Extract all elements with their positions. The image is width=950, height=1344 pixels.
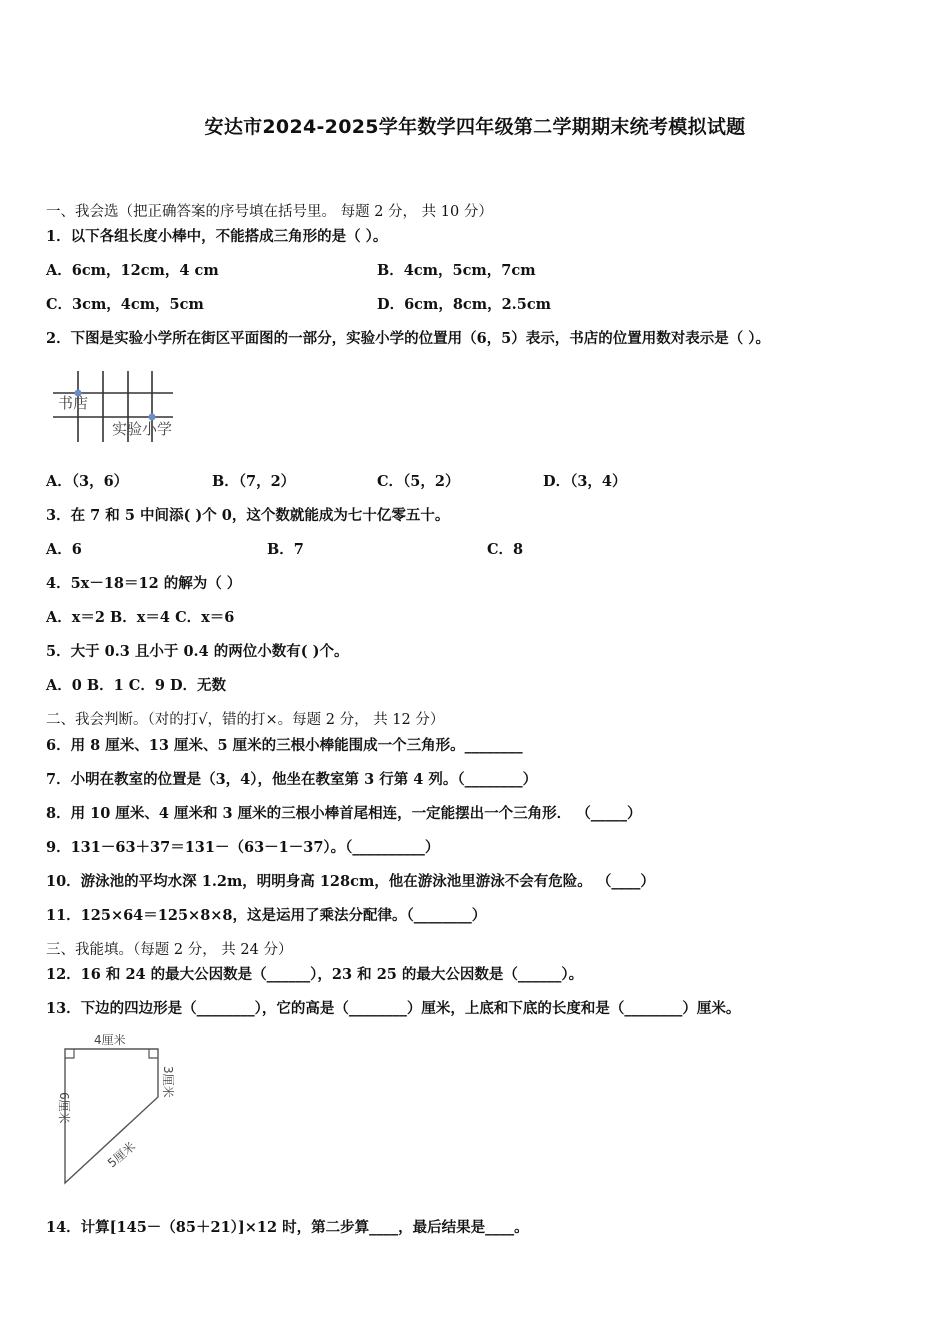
- question-5: 5．大于 0.3 且小于 0.4 的两位小数有( )个。: [46, 643, 349, 660]
- question-6: 6．用 8 厘米、13 厘米、5 厘米的三根小棒能围成一个三角形。________: [46, 737, 523, 754]
- question-3: 3．在 7 和 5 中间添( )个 0，这个数就能成为七十亿零五十。: [46, 507, 450, 524]
- q3-option-b: B．7: [267, 541, 304, 558]
- school-label: 实验小学: [112, 420, 173, 438]
- question-1: 1．以下各组长度小棒中，不能搭成三角形的是（ ）。: [46, 228, 388, 245]
- question-10: 10．游泳池的平均水深 1.2m，明明身高 128cm，他在游泳池里游泳不会有危险。 （____）: [46, 873, 655, 890]
- q2-option-d: D．（3，4）: [543, 473, 627, 490]
- top-length-label: 4厘米: [94, 1033, 126, 1047]
- q5-options: A．0 B．1 C．9 D．无数: [46, 677, 227, 694]
- q1-option-d: D．6cm，8cm，2.5cm: [377, 296, 551, 313]
- q1-option-b: B．4cm，5cm，7cm: [377, 262, 536, 279]
- q3-option-c: C．8: [487, 541, 524, 558]
- section-3-heading: 三、我能填。（每题 2 分， 共 24 分）: [46, 942, 293, 958]
- question-14: 14．计算[145－（85＋21）]×12 时，第二步算____，最后结果是____。: [46, 1219, 529, 1236]
- section-2-heading: 二、我会判断。（对的打√，错的打×。每题 2 分， 共 12 分）: [46, 712, 445, 728]
- question-12: 12．16 和 24 的最大公因数是（______），23 和 25 的最大公因数是（______）。: [46, 966, 584, 983]
- q3-option-a: A．6: [46, 541, 82, 558]
- question-13: 13．下边的四边形是（________），它的高是（________）厘米，上底和下底的长度和是（________）厘米。: [46, 1000, 741, 1017]
- question-4: 4．5x－18＝12 的解为（ ）: [46, 575, 242, 592]
- page-title: 安达市2024-2025学年数学四年级第二学期期末统考模拟试题: [204, 116, 746, 138]
- question-11: 11．125×64＝125×8×8，这是运用了乘法分配律。（________）: [46, 907, 487, 924]
- bookstore-label: 书店: [58, 394, 89, 412]
- q2-option-b: B．（7，2）: [212, 473, 296, 490]
- section-1-heading: 一、我会选（把正确答案的序号填在括号里。 每题 2 分， 共 10 分）: [46, 204, 493, 220]
- quadrilateral-figure: [40, 1028, 190, 1193]
- slant-length-label: 5厘米: [104, 1139, 139, 1171]
- left-length-label: 6厘米: [57, 1092, 71, 1124]
- q1-option-c: C．3cm，4cm，5cm: [46, 296, 204, 313]
- question-7: 7．小明在教室的位置是（3，4），他坐在教室第 3 行第 4 列。（________）: [46, 771, 538, 788]
- street-grid-figure: [48, 368, 198, 446]
- right-length-label: 3厘米: [161, 1066, 175, 1098]
- q2-option-c: C．（5，2）: [377, 473, 460, 490]
- question-2: 2．下图是实验小学所在街区平面图的一部分，实验小学的位置用（6，5）表示，书店的位置用数对表示是（ ）。: [46, 330, 771, 347]
- q4-options: A．x＝2 B．x＝4 C．x＝6: [46, 609, 235, 626]
- q1-option-a: A．6cm，12cm，4 cm: [46, 262, 219, 279]
- q2-option-a: A．（3，6）: [46, 473, 129, 490]
- question-8: 8．用 10 厘米、4 厘米和 3 厘米的三根小棒首尾相连，一定能摆出一个三角形． （_____）: [46, 805, 642, 822]
- question-9: 9．131－63＋37＝131－（63－1－37）。（__________）: [46, 839, 440, 856]
